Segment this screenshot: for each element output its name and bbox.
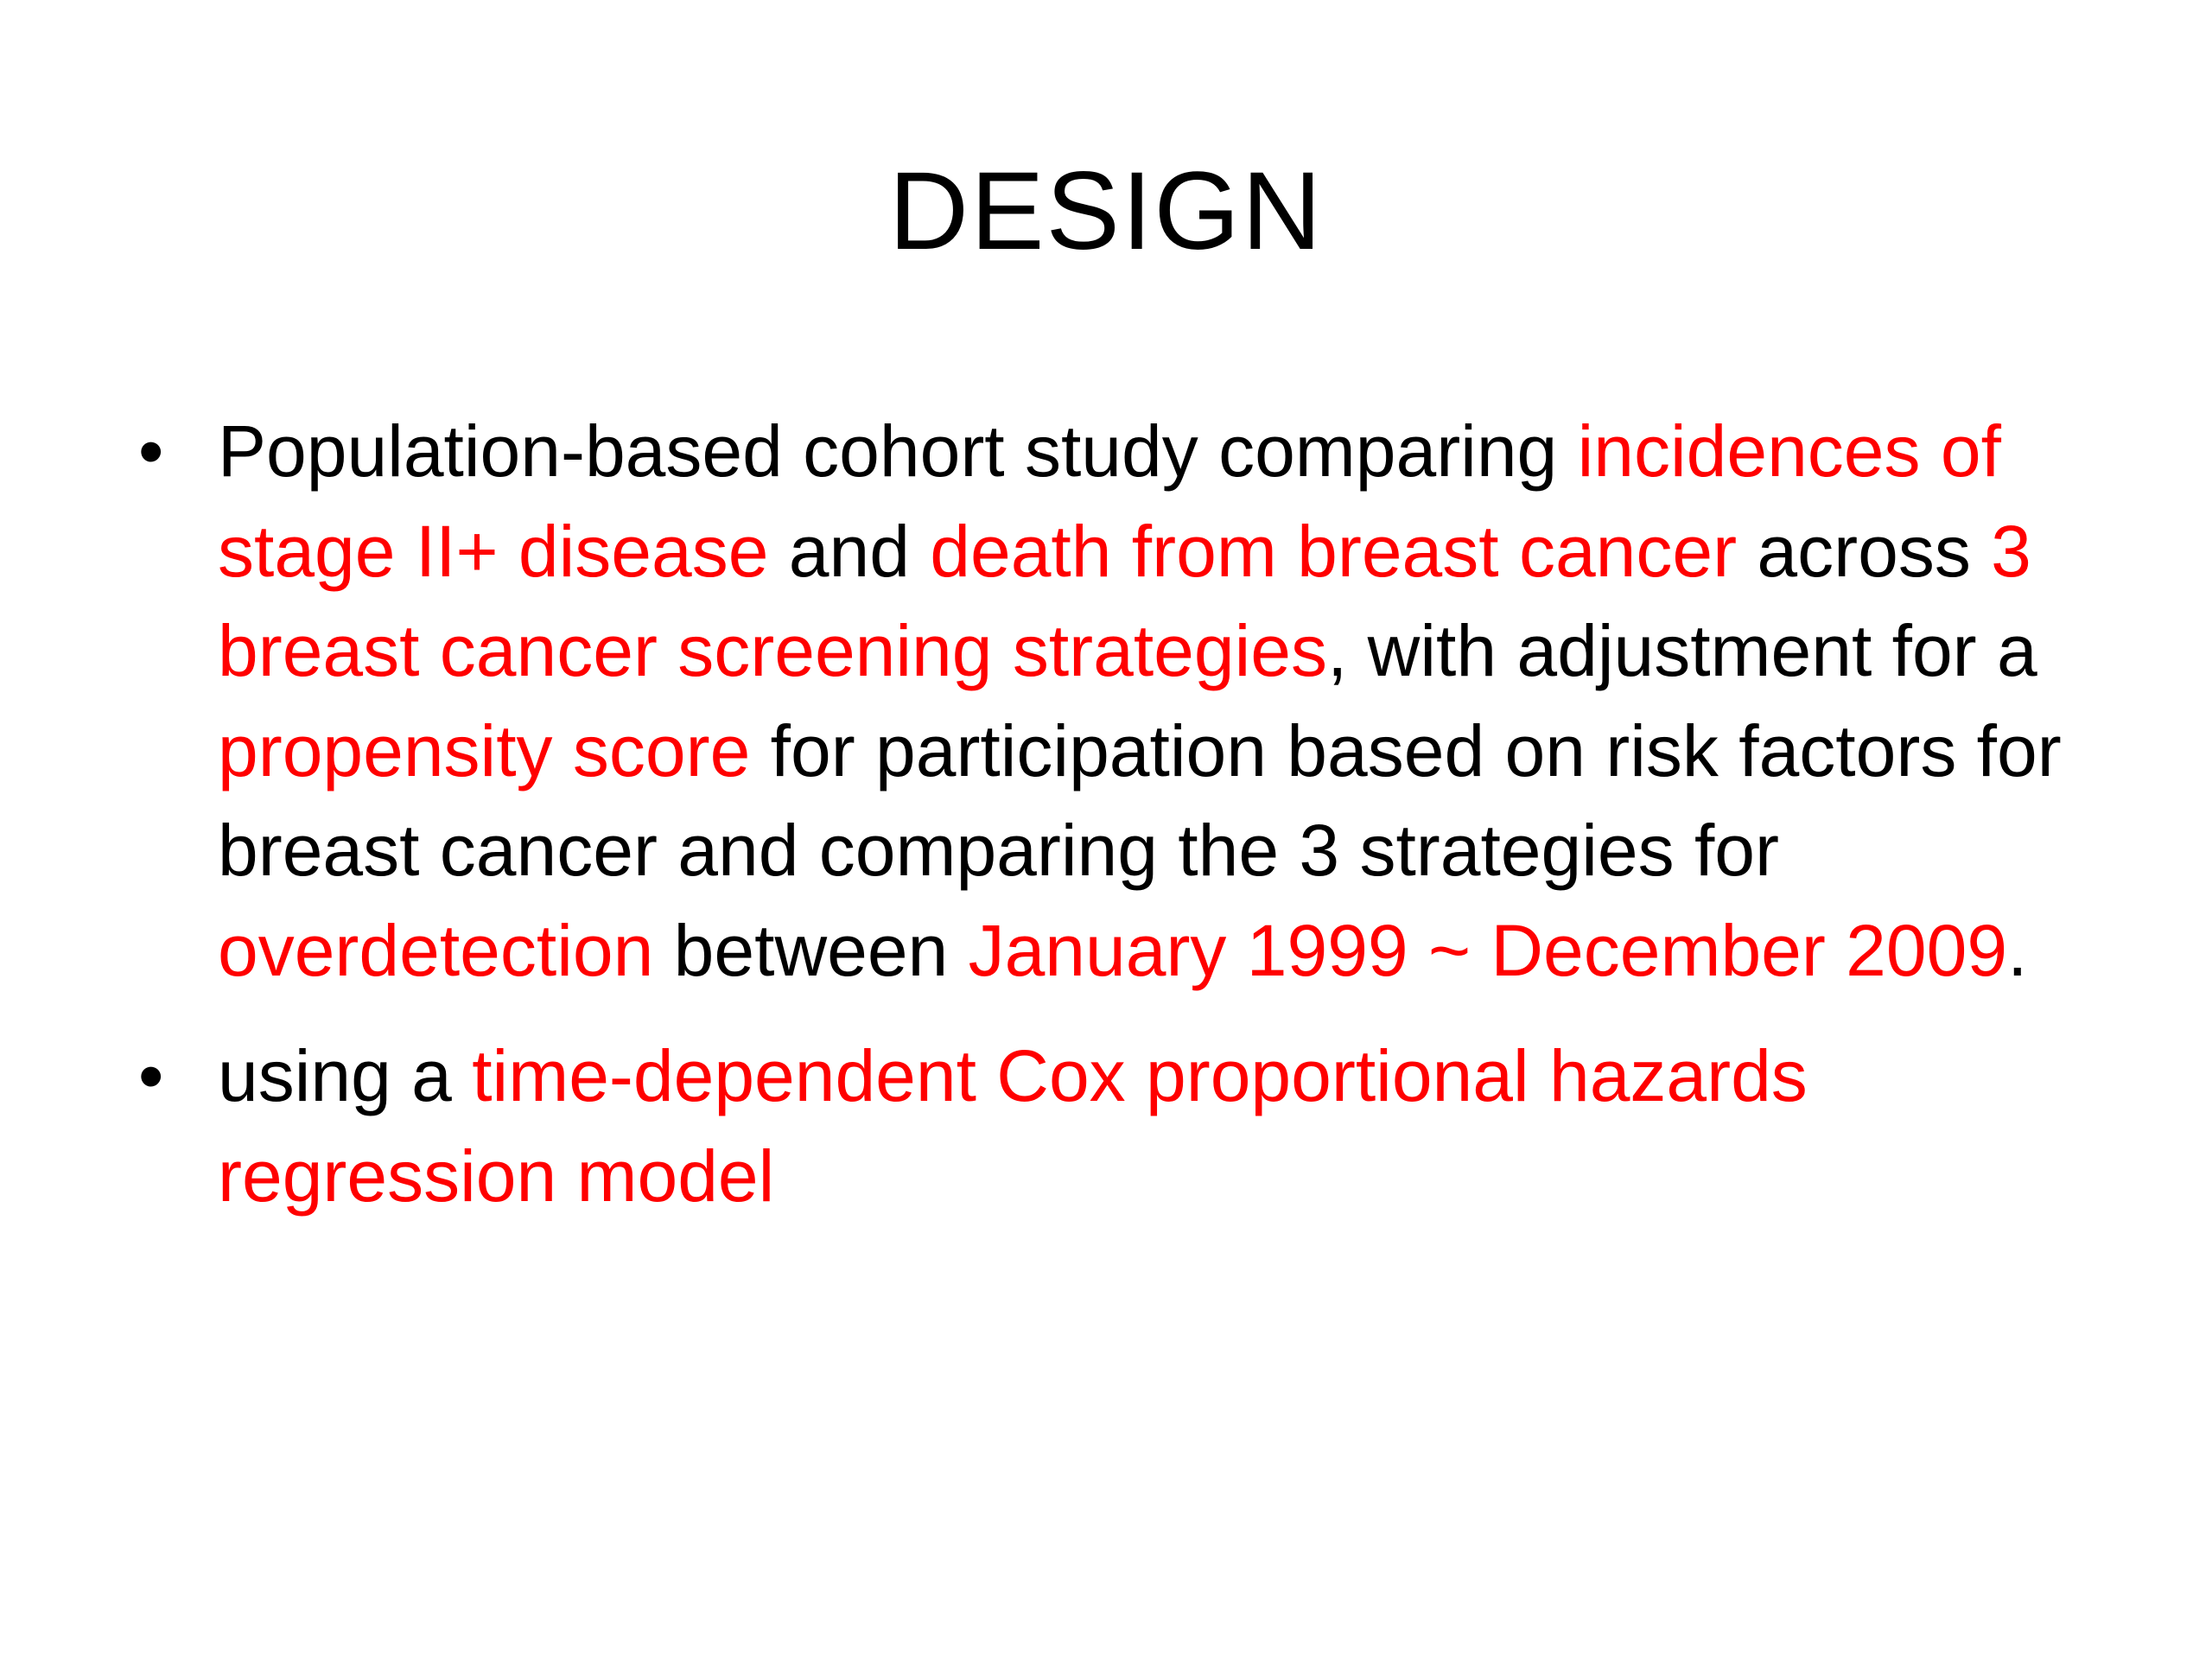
text-segment: across [1737, 510, 1992, 592]
bullet-marker: • [138, 410, 164, 492]
bullet-text [218, 1035, 1808, 1217]
highlighted-segment: incidences of stage II+ disease [218, 410, 2001, 592]
text-segment: . [2007, 909, 2028, 991]
text-segment: for participation based on risk factors for breast cancer and comparing the 3 strategies for [218, 709, 2062, 891]
bullet-text [218, 410, 2062, 991]
highlighted-segment: propensity score [218, 709, 751, 791]
text-segment: and [768, 510, 931, 592]
highlighted-segment: time-dependent Cox proportional hazards regression model [218, 1035, 1808, 1217]
highlighted-segment: 3 breast cancer screening strategies [218, 510, 2031, 691]
bullet-marker: • [138, 1035, 164, 1116]
text-segment: between [653, 909, 969, 991]
bullet-item [130, 1027, 2117, 1226]
slide-title: DESIGN [888, 149, 1324, 273]
highlighted-segment: overdetection [218, 909, 654, 991]
text-segment: , with adjustment for a [1327, 610, 2037, 691]
bullet-item [130, 402, 2117, 1001]
highlighted-segment: January 1999 ~ December 2009 [968, 909, 2008, 991]
highlighted-segment: death from breast cancer [930, 510, 1738, 592]
bullet-list [130, 402, 2117, 1252]
text-segment: Population-based cohort study comparing [218, 410, 1578, 492]
text-segment: using a [218, 1035, 473, 1116]
